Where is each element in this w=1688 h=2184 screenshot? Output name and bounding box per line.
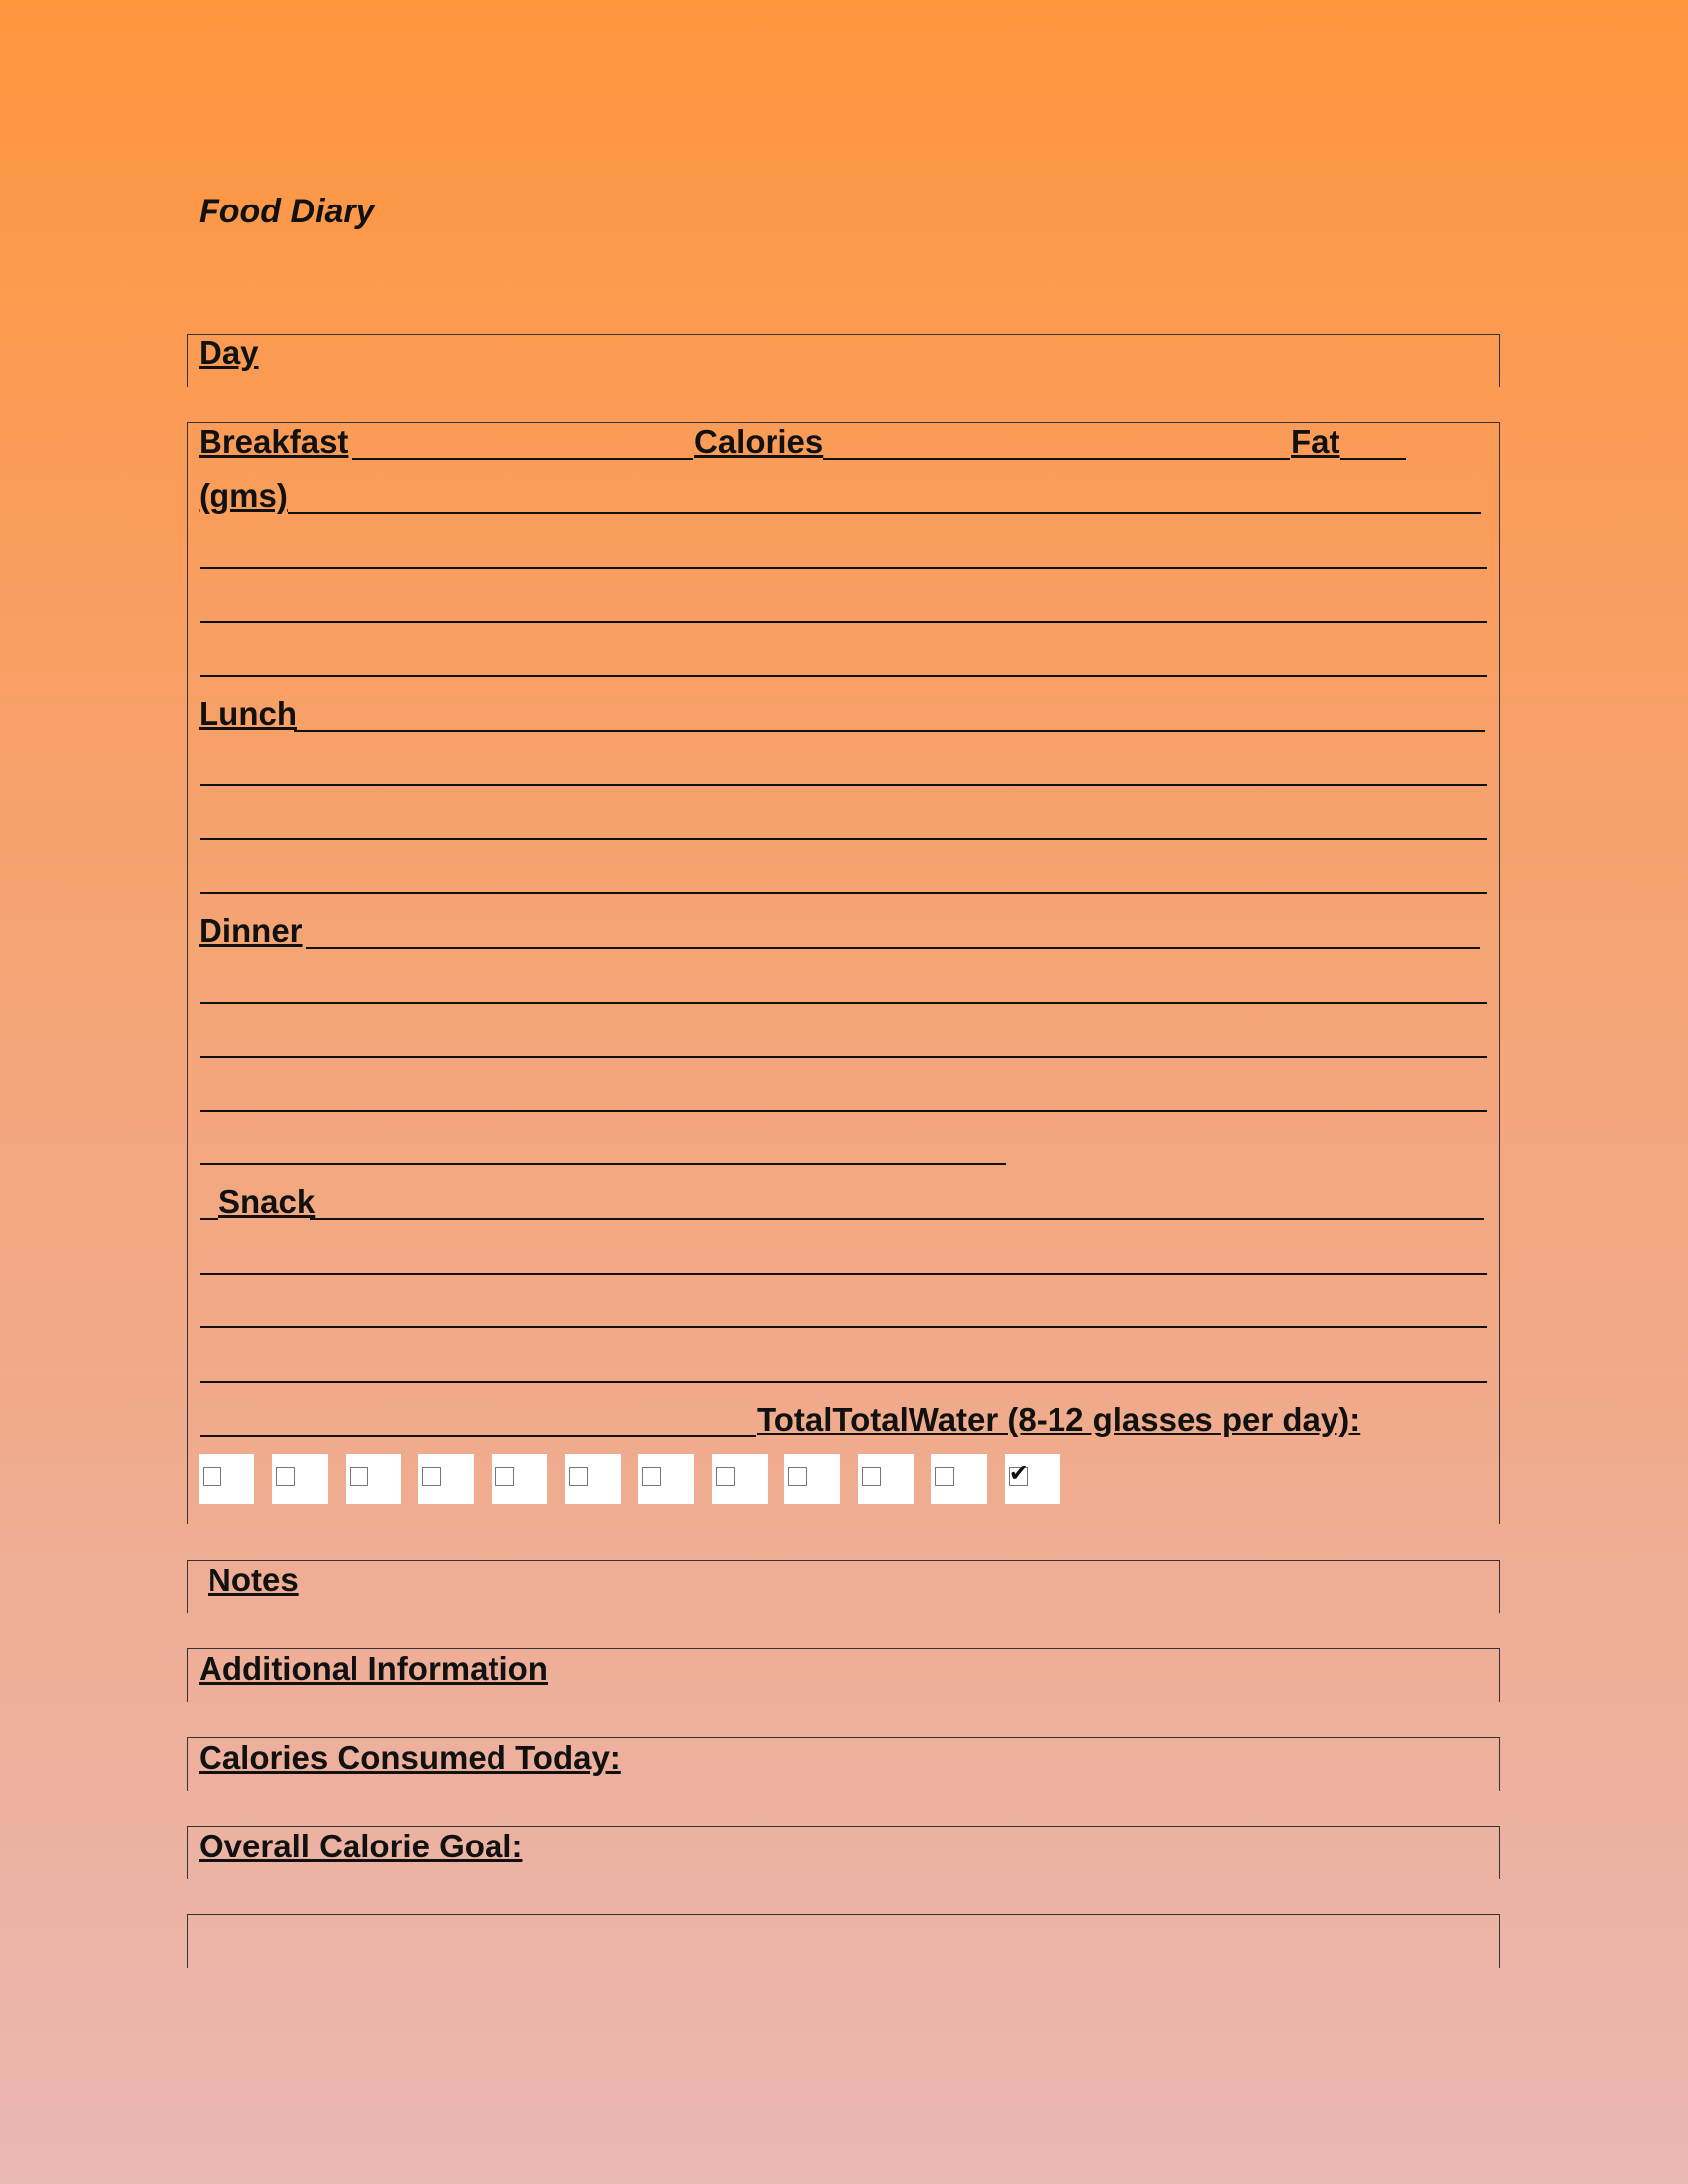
snack-lead-line (200, 1218, 218, 1220)
breakfast-label: Breakfast (199, 423, 349, 460)
calories-entry-line[interactable] (823, 458, 1290, 460)
total-label: TotalTotal (757, 1401, 909, 1437)
checkmark-icon: ✔ (1008, 1459, 1029, 1487)
dinner-line-3[interactable] (200, 1056, 1487, 1058)
fat-unit-label: (gms) (199, 478, 288, 514)
checkbox-square-icon (203, 1467, 221, 1486)
snack-line-3[interactable] (200, 1326, 1487, 1328)
water-glass-checkbox[interactable] (1005, 1454, 1060, 1504)
snack-line-4[interactable] (200, 1381, 1487, 1383)
lunch-label: Lunch (199, 695, 297, 732)
calories-consumed-label: Calories Consumed Today: (199, 1739, 621, 1776)
water-glass-checkbox[interactable] (784, 1454, 840, 1504)
dinner-label: Dinner (199, 912, 303, 949)
checkbox-square-icon (935, 1467, 954, 1486)
notes-section (187, 1560, 1500, 1613)
dinner-line-2[interactable] (200, 1002, 1487, 1004)
snack-line-2[interactable] (200, 1273, 1487, 1275)
checkbox-square-icon (350, 1467, 368, 1486)
checkbox-square-icon (788, 1467, 807, 1486)
page-title: Food Diary (199, 193, 375, 230)
checkbox-square-icon (495, 1467, 514, 1486)
checkbox-square-icon (862, 1467, 881, 1486)
checkbox-square-icon (716, 1467, 735, 1486)
checkbox-square-icon (1008, 1459, 1029, 1487)
dinner-line-4[interactable] (200, 1110, 1487, 1112)
water-glass-checkbox[interactable] (565, 1454, 621, 1504)
lunch-line-2[interactable] (200, 784, 1487, 786)
water-glass-checkbox[interactable] (272, 1454, 328, 1504)
breakfast-line-4[interactable] (200, 675, 1487, 677)
fat-label: Fat (1291, 423, 1340, 460)
dinner-line-1[interactable] (306, 947, 1480, 949)
breakfast-entry-line[interactable] (352, 458, 693, 460)
water-glass-checkbox[interactable] (638, 1454, 694, 1504)
checkbox-square-icon (422, 1467, 441, 1486)
lunch-line-3[interactable] (200, 838, 1487, 840)
fat-entry-line[interactable] (1340, 458, 1406, 460)
breakfast-line-2[interactable] (200, 567, 1487, 569)
water-glass-checkbox[interactable] (712, 1454, 768, 1504)
dinner-line-5[interactable] (200, 1163, 1006, 1165)
blank-section (187, 1914, 1500, 1968)
additional-info-label: Additional Information (199, 1650, 548, 1687)
water-glass-checkbox[interactable] (858, 1454, 914, 1504)
snack-line-1[interactable] (310, 1218, 1484, 1220)
breakfast-line-1[interactable] (288, 512, 1481, 514)
total-entry-line[interactable] (200, 1435, 756, 1437)
water-glass-checkbox[interactable] (418, 1454, 474, 1504)
water-label: Water (8-12 glasses per day): (908, 1401, 1361, 1437)
notes-label: Notes (208, 1562, 299, 1598)
lunch-line-1[interactable] (294, 730, 1485, 732)
checkbox-square-icon (276, 1467, 295, 1486)
calorie-goal-label: Overall Calorie Goal: (199, 1828, 523, 1864)
day-label: Day (199, 335, 259, 371)
day-section (187, 334, 1500, 387)
snack-label: Snack (218, 1183, 316, 1220)
meals-section (187, 422, 1500, 1524)
water-glass-checkbox[interactable] (931, 1454, 987, 1504)
checkbox-square-icon (642, 1467, 661, 1486)
calories-label: Calories (694, 423, 824, 460)
total-water-label (757, 1400, 1360, 1439)
water-glass-checkbox[interactable] (492, 1454, 547, 1504)
water-glass-checkbox[interactable] (346, 1454, 401, 1504)
lunch-line-4[interactable] (200, 892, 1487, 894)
checkbox-square-icon (569, 1467, 588, 1486)
water-glass-checkbox[interactable] (199, 1454, 254, 1504)
breakfast-line-3[interactable] (200, 621, 1487, 623)
